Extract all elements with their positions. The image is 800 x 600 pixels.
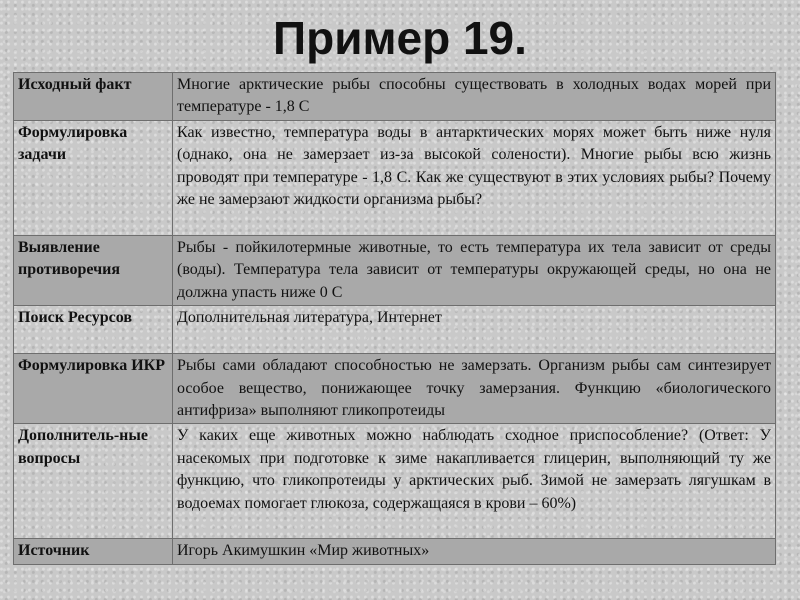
table-row-resources xyxy=(14,306,776,354)
row-text: Игорь Акимушкин «Мир животных» xyxy=(173,539,776,564)
slide-title: Пример 19. xyxy=(273,12,527,64)
row-label: Дополнитель-ные вопросы xyxy=(14,424,173,539)
row-text: Рыбы сами обладают способностью не замерзать. Организм рыбы сам синтезирует особое вещество, понижающее точку замерзания. Функцию «биологического антифриза» выполняют гликопротеиды xyxy=(173,354,776,424)
row-label: Поиск Ресурсов xyxy=(14,306,173,354)
row-label: Выявление противоречия xyxy=(14,236,173,306)
table-row-source xyxy=(14,539,776,564)
row-label: Формулировка задачи xyxy=(14,121,173,236)
table-row-contradiction xyxy=(14,236,776,306)
table-row-ideal-result xyxy=(14,354,776,424)
row-label: Источник xyxy=(14,539,173,564)
row-label: Формулировка ИКР xyxy=(14,354,173,424)
row-text: Многие арктические рыбы способны существовать в холодных водах морей при температуре - 1,8 С xyxy=(173,73,776,121)
table-row-extra-questions xyxy=(14,424,776,539)
table-row-initial-fact xyxy=(14,73,776,121)
row-label: Исходный факт xyxy=(14,73,173,121)
problem-table xyxy=(13,72,776,565)
row-text: Дополнительная литература, Интернет xyxy=(173,306,776,354)
row-text: Как известно, температура воды в антарктических морях может быть ниже нуля (однако, она не замерзает из-за высокой солености). Многие рыбы всю жизнь проводят при температуре - 1,8 С. Как же существуют в этих условиях рыбы? Почему же не замерзают жидкости организма рыбы? xyxy=(173,121,776,236)
row-text: Рыбы - пойкилотермные животные, то есть температура их тела зависит от среды (воды). Температура тела зависит от температуры окружающей среды, но она не должна упасть ниже 0 С xyxy=(173,236,776,306)
table-row-task-statement xyxy=(14,121,776,236)
row-text: У каких еще животных можно наблюдать сходное приспособление? (Ответ: У насекомых при подготовке к зиме накапливается глицерин, выполняющий ту же функцию, что гликопротеиды у арктических рыб. Зимой не замерзать лягушкам в водоемах помогает глюкоза, содержащаяся в крови – 60%) xyxy=(173,424,776,539)
